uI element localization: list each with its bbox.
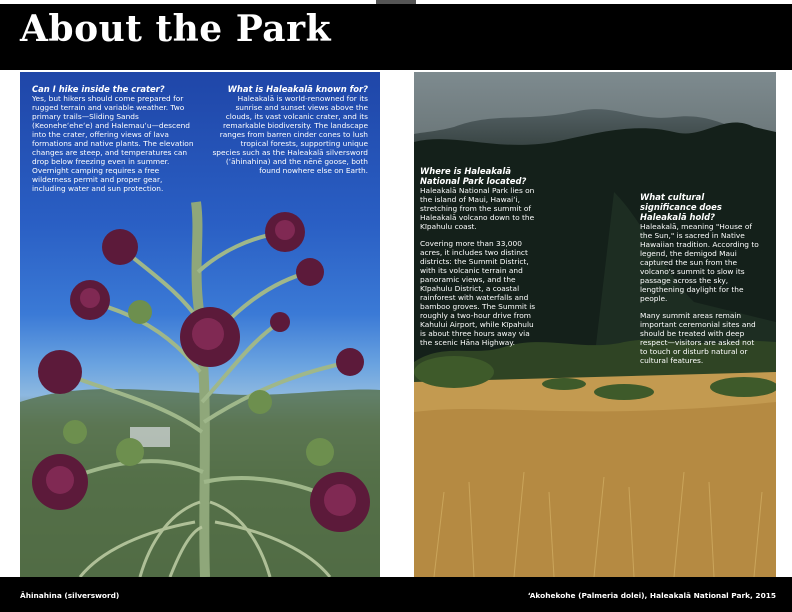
question-cultural-significance: What cultural significance does Haleakalā hold? bbox=[640, 192, 722, 222]
qa-hike-crater bbox=[32, 84, 196, 193]
qa-cultural-significance bbox=[640, 192, 762, 365]
caption-right: ʻAkohekohe (Palmeria dolei), Haleakalā National Park, 2015 bbox=[527, 591, 776, 600]
answer-hike-crater: Yes, but hikers should come prepared for rugged terrain and variable weather. Two primary trails—Sliding Sands (Keoneheʻeheʻe) and Halemauʻu—descend into the crater, offering views of lava formations and native plants. The elevation changes are steep, and temperatures can drop below freezing even in summer. Overnight camping requires a free wilderness permit and proper gear, including water and sun protection. bbox=[32, 94, 194, 193]
page-title: About the Park bbox=[20, 8, 332, 50]
question-known-for: What is Haleakalā known for? bbox=[227, 84, 368, 94]
qa-known-for bbox=[212, 84, 368, 175]
page-fold-notch bbox=[376, 0, 416, 4]
answer-cultural-significance-1: Haleakalā, meaning "House of the Sun," is sacred in Native Hawaiian tradition. According to legend, the demigod Maui captured the sun from the volcano's summit to slow its passage across the sky, lengthening daylight for the people. bbox=[640, 222, 759, 303]
answer-known-for: Haleakalā is world-renowned for its sunrise and sunset views above the clouds, its vast volcanic crater, and its remarkable biodiversity. The landscape ranges from barren cinder cones to lush tropical forests, supporting unique species such as the Haleakalā silversword (ʻāhinahina) and the nēnē goose, both found nowhere else on Earth. bbox=[212, 94, 368, 175]
answer-cultural-significance-2: Many summit areas remain important ceremonial sites and should be treated with deep respect—visitors are asked not to touch or disturb natural or cultural features. bbox=[640, 311, 756, 365]
caption-left: Āhinahina (silversword) bbox=[20, 591, 120, 600]
question-park-location: Where is Haleakalā National Park located? bbox=[420, 166, 527, 186]
answer-park-location-1: Haleakalā National Park lies on the island of Maui, Hawaiʻi, stretching from the summit of Haleakalā volcano down to the Kīpahulu coast. bbox=[420, 186, 535, 231]
center-gutter bbox=[380, 72, 414, 577]
qa-park-location bbox=[420, 166, 538, 347]
question-hike-crater: Can I hike inside the crater? bbox=[32, 84, 165, 94]
answer-park-location-2: Covering more than 33,000 acres, it includes two distinct districts: the Summit District, with its volcanic terrain and panoramic views, and the Kīpahulu District, a coastal rainforest with waterfalls and bamboo groves. The Summit is roughly a two-hour drive from Kahului Airport, while Kīpahulu is about three hours away via the scenic Hāna Highway. bbox=[420, 239, 536, 347]
